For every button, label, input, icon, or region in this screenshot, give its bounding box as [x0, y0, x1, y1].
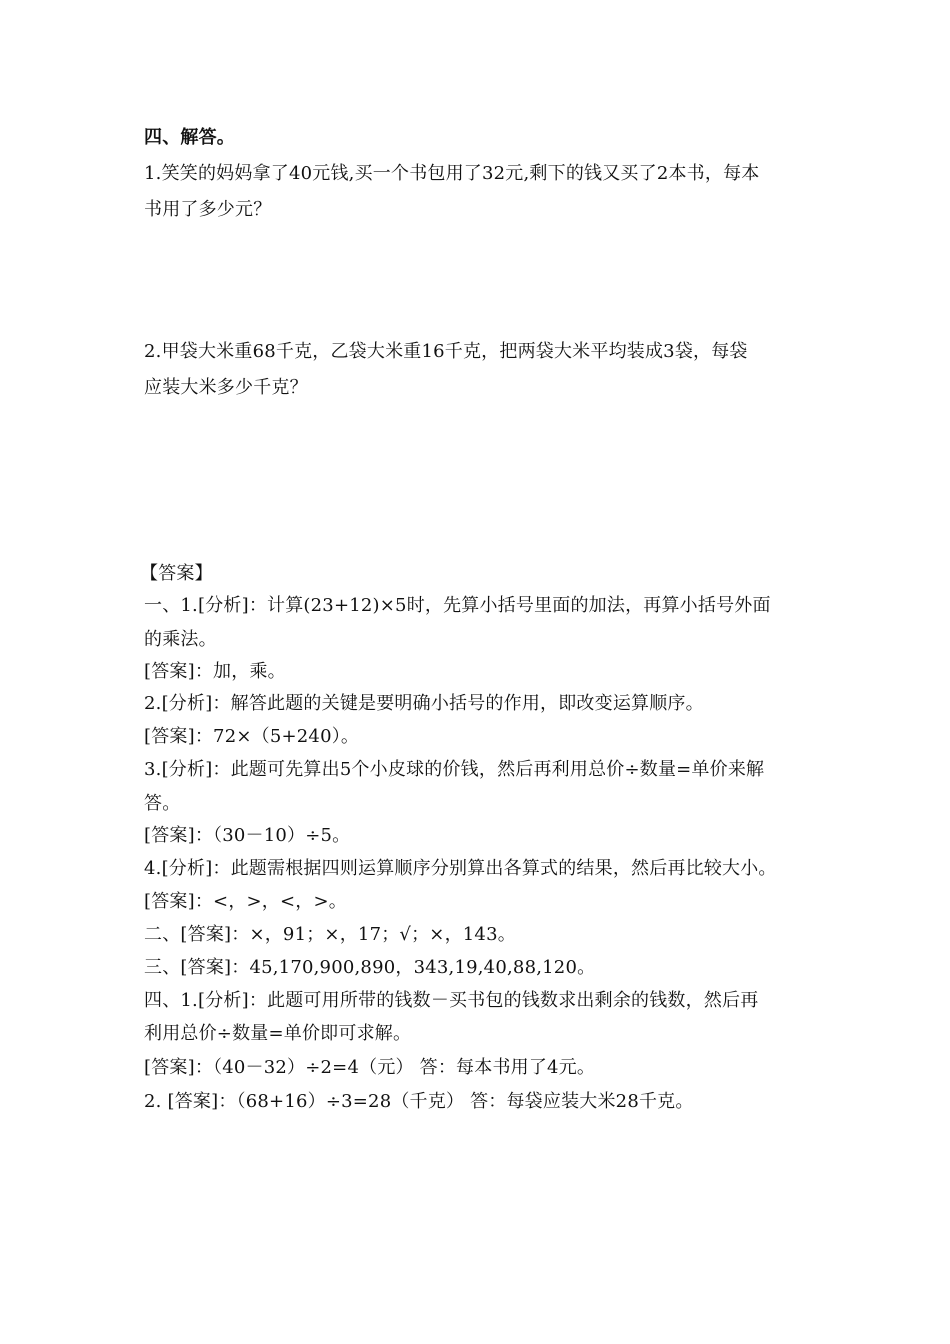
answer-line: 利用总价÷数量=单价即可求解。: [144, 1023, 412, 1044]
answer-line: [答案]：（40－32）÷2=4（元） 答：每本书用了4元。: [144, 1057, 596, 1078]
answer-line: 3.[分析]：此题可先算出5个小皮球的价钱，然后再利用总价÷数量=单价来解: [144, 759, 765, 780]
answer-line: 的乘法。: [144, 629, 217, 650]
answer-line: 一、1.[分析]：计算(23+12)×5时，先算小括号里面的加法，再算小括号外面: [144, 595, 771, 616]
question-1-line-1: 1.笑笑的妈妈拿了40元钱,买一个书包用了32元,剩下的钱又买了2本书，每本: [144, 163, 760, 184]
answers-heading: 【答案】: [140, 563, 213, 584]
section-title: 四、解答。: [144, 127, 235, 148]
question-2-line-2: 应装大米多少千克？: [144, 377, 308, 398]
answer-line: [答案]：72×（5+240）。: [144, 726, 360, 747]
answer-line: 答。: [144, 793, 181, 814]
answer-line: [答案]：加，乘。: [144, 661, 286, 682]
answer-line: 2.[分析]：解答此题的关键是要明确小括号的作用，即改变运算顺序。: [144, 693, 704, 714]
question-1-line-2: 书用了多少元？: [144, 199, 272, 220]
answer-line: 4.[分析]：此题需根据四则运算顺序分别算出各算式的结果，然后再比较大小。: [144, 858, 777, 879]
answer-line: 四、1.[分析]：此题可用所带的钱数－买书包的钱数求出剩余的钱数，然后再: [144, 990, 759, 1011]
answer-line: 二、[答案]：×，91；×，17；√；×，143。: [144, 924, 516, 945]
answer-line: 2. [答案]：（68+16）÷3=28（千克） 答：每袋应装大米28千克。: [144, 1091, 694, 1112]
question-2-line-1: 2.甲袋大米重68千克，乙袋大米重16千克，把两袋大米平均装成3袋，每袋: [144, 341, 748, 362]
answer-line: [答案]：<，>，<，>。: [144, 891, 347, 912]
answer-line: 三、[答案]：45,170,900,890，343,19,40,88,120。: [144, 957, 596, 978]
answer-line: [答案]：（30－10）÷5。: [144, 825, 351, 846]
